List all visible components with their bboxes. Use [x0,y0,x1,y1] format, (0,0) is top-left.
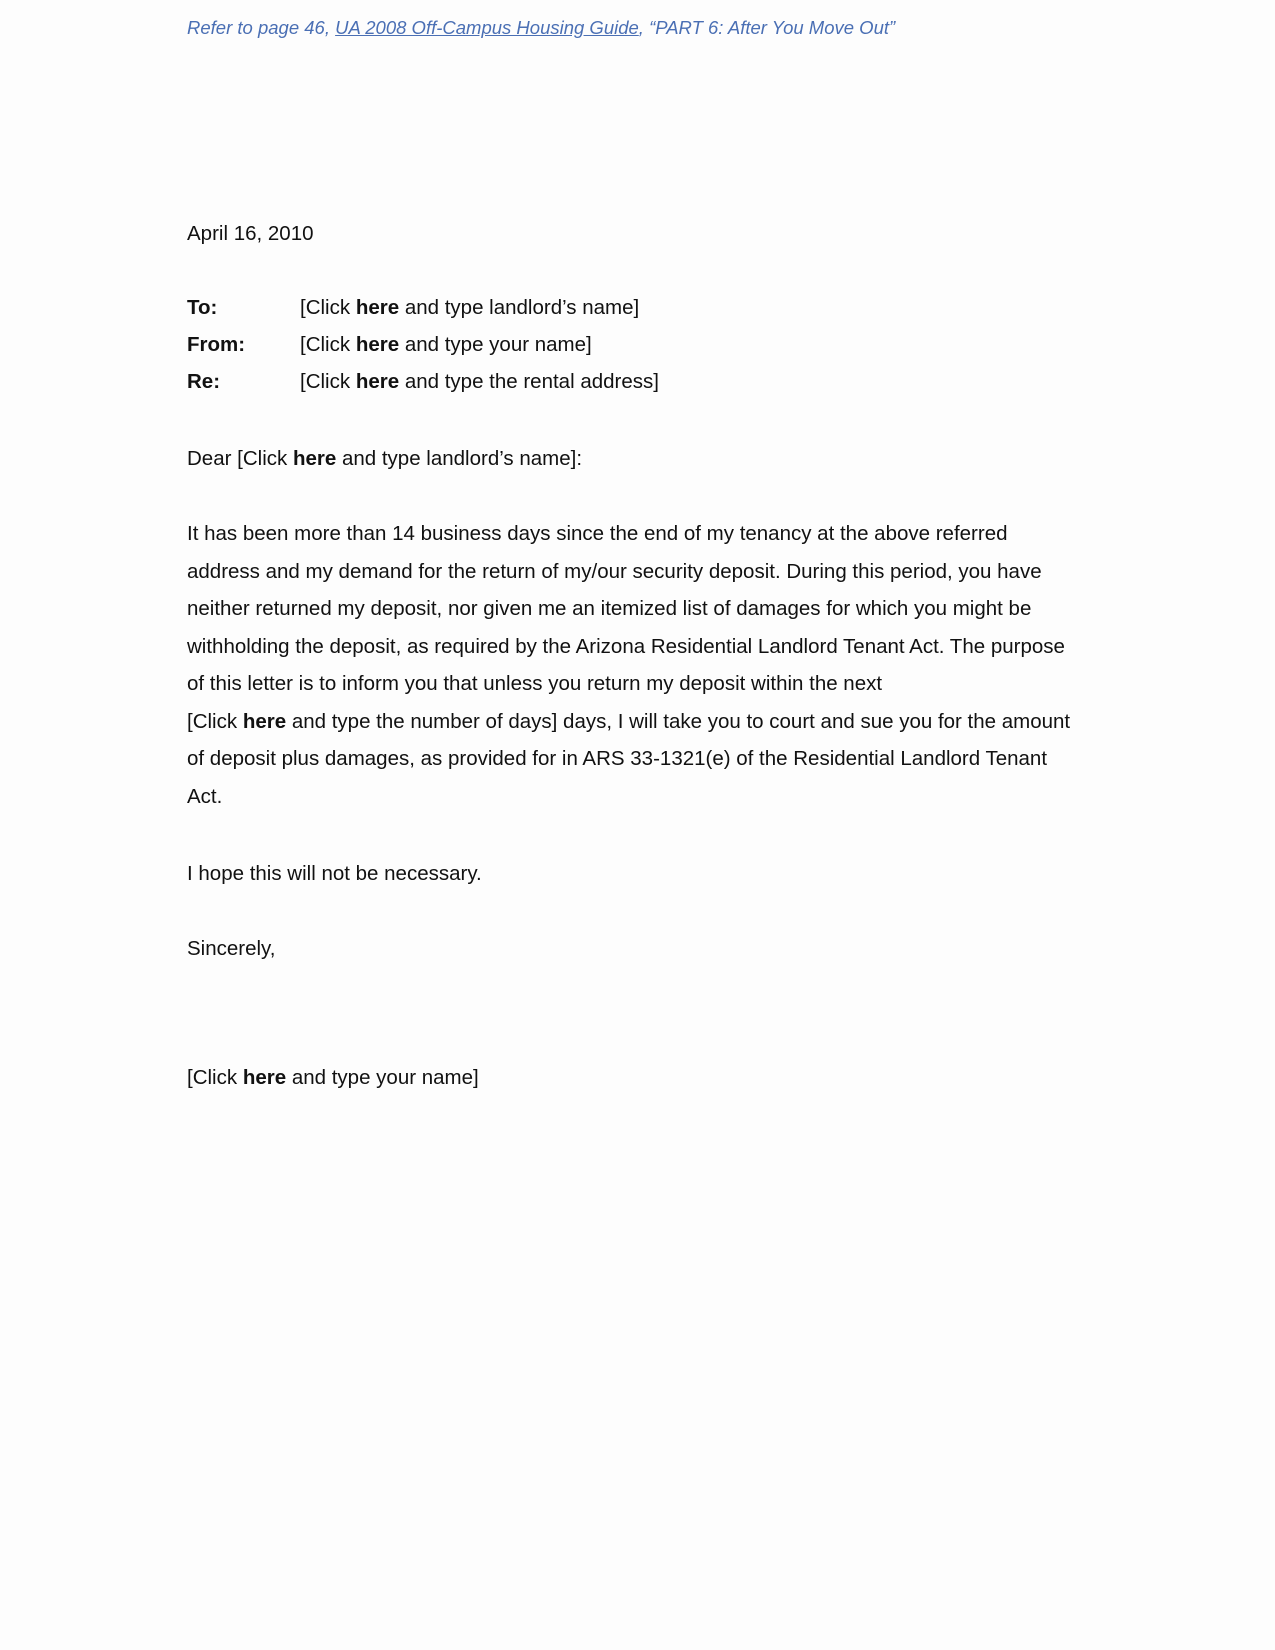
salutation: Dear [Click here and type landlord’s name]: [187,447,583,470]
body-line: Act. [187,784,223,808]
from-label: From: [187,333,246,356]
body-paragraph [187,515,1097,815]
rental-address-field[interactable]: [Click here and type the rental address] [300,370,659,393]
salutation-landlord-field[interactable]: [Click here and type landlord’s name]: [237,447,583,470]
body-line: address and my demand for the return of my/our security deposit. During this period, you have [187,559,1042,583]
to-label: To: [187,296,218,319]
body-line: of this letter is to inform you that unless you return my deposit within the next [187,672,883,695]
landlord-name-field[interactable]: [Click here and type landlord’s name] [300,296,640,319]
body-line: neither returned my deposit, nor given me an itemized list of damages for which you might be [187,597,1032,620]
letter-date: April 16, 2010 [187,222,314,245]
guide-reference-prefix: Refer to page 46, [187,17,336,38]
body-line: of deposit plus damages, as provided for in ARS 33-1321(e) of the Residential Landlord Tenant [187,747,1048,770]
number-of-days-field[interactable]: [Click here [187,709,287,733]
signature-name-field[interactable]: [Click here and type your name] [187,1066,479,1089]
body-line: It has been more than 14 business days since the end of my tenancy at the above referred [187,522,1008,545]
body-line: withholding the deposit, as required by the Arizona Residential Landlord Tenant Act. The purpose [187,634,1065,658]
guide-reference-suffix: , “PART 6: After You Move Out” [638,17,896,38]
body-line-days: [Click here and type the number of days] days, I will take you to court and sue you for the amount [187,709,1071,733]
re-label: Re: [187,370,221,393]
closing-remark: I hope this will not be necessary. [187,862,482,885]
guide-reference [187,17,895,39]
your-name-field[interactable]: [Click here and type your name] [300,333,592,356]
guide-title-link[interactable]: UA 2008 Off-Campus Housing Guide [335,17,639,38]
closing-salutation: Sincerely, [187,937,276,960]
